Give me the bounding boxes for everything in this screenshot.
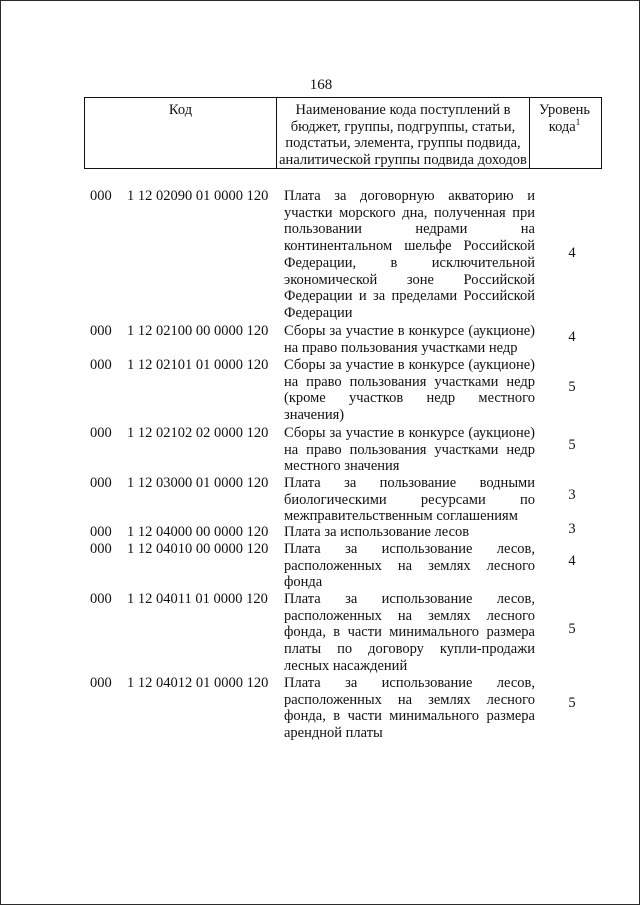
admin-code: 000 bbox=[90, 188, 112, 204]
admin-code: 000 bbox=[90, 591, 112, 607]
revenue-name: Сборы за участие в конкурсе (аукционе) на право пользования участками недр bbox=[284, 323, 535, 356]
header-level bbox=[530, 98, 602, 168]
revenue-name: Плата за использование лесов bbox=[284, 524, 470, 540]
admin-code: 000 bbox=[90, 425, 112, 441]
revenue-code: 1 12 02090 01 0000 120 bbox=[127, 188, 269, 204]
code-level: 5 bbox=[568, 695, 576, 711]
revenue-name: Сборы за участие в конкурсе (аукционе) на право пользования участками недр местного значения bbox=[284, 425, 535, 475]
revenue-code: 1 12 04012 01 0000 120 bbox=[127, 675, 269, 691]
revenue-name: Плата за использование лесов, расположенных на землях лесного фонда bbox=[284, 541, 535, 591]
revenue-name: Плата за использование лесов, расположенных на землях лесного фонда, в части минимального размера арендной платы bbox=[284, 675, 535, 742]
revenue-code: 1 12 04000 00 0000 120 bbox=[127, 524, 269, 540]
admin-code: 000 bbox=[90, 357, 112, 373]
table-header bbox=[84, 97, 602, 169]
code-level: 4 bbox=[568, 245, 576, 261]
code-level: 3 bbox=[568, 487, 576, 503]
admin-code: 000 bbox=[90, 475, 112, 491]
revenue-name: Плата за пользование водными биологическими ресурсами по межправительственным соглашениям bbox=[284, 475, 535, 525]
code-level: 5 bbox=[568, 379, 576, 395]
code-level: 3 bbox=[568, 521, 576, 537]
header-code: Код bbox=[84, 98, 276, 168]
header-level-label: Уровень кода bbox=[538, 102, 591, 135]
admin-code: 000 bbox=[90, 675, 112, 691]
revenue-code: 1 12 04010 00 0000 120 bbox=[127, 541, 269, 557]
revenue-code: 1 12 02102 02 0000 120 bbox=[127, 425, 269, 441]
admin-code: 000 bbox=[90, 541, 112, 557]
revenue-name: Плата за использование лесов, расположенных на землях лесного фонда, в части минимального размера платы по договору купли-продажи лесных насаждений bbox=[284, 591, 535, 674]
admin-code: 000 bbox=[90, 323, 112, 339]
revenue-name: Сборы за участие в конкурсе (аукционе) на право пользования участками недр (кроме участков недр местного значения) bbox=[284, 357, 535, 424]
header-level-footnote: 1 bbox=[575, 116, 581, 127]
revenue-code: 1 12 04011 01 0000 120 bbox=[127, 591, 268, 607]
page-number: 168 bbox=[309, 77, 333, 93]
revenue-name: Плата за договорную акваторию и участки морского дна, полученная при пользовании недрами на континентальном шельфе Российской Федерации, в исключительной экономической зоне Российской Федерации и за пределами Российской Федерации bbox=[284, 188, 535, 321]
code-level: 4 bbox=[568, 329, 576, 345]
revenue-code: 1 12 02101 01 0000 120 bbox=[127, 357, 269, 373]
revenue-code: 1 12 02100 00 0000 120 bbox=[127, 323, 269, 339]
code-level: 5 bbox=[568, 621, 576, 637]
code-level: 4 bbox=[568, 553, 576, 569]
code-level: 5 bbox=[568, 437, 576, 453]
header-name: Наименование кода поступлений в бюджет, группы, подгруппы, статьи, подстатьи, элемента, группы подвида, аналитической группы подвида доходов bbox=[276, 98, 530, 168]
revenue-code: 1 12 03000 01 0000 120 bbox=[127, 475, 269, 491]
admin-code: 000 bbox=[90, 524, 112, 540]
